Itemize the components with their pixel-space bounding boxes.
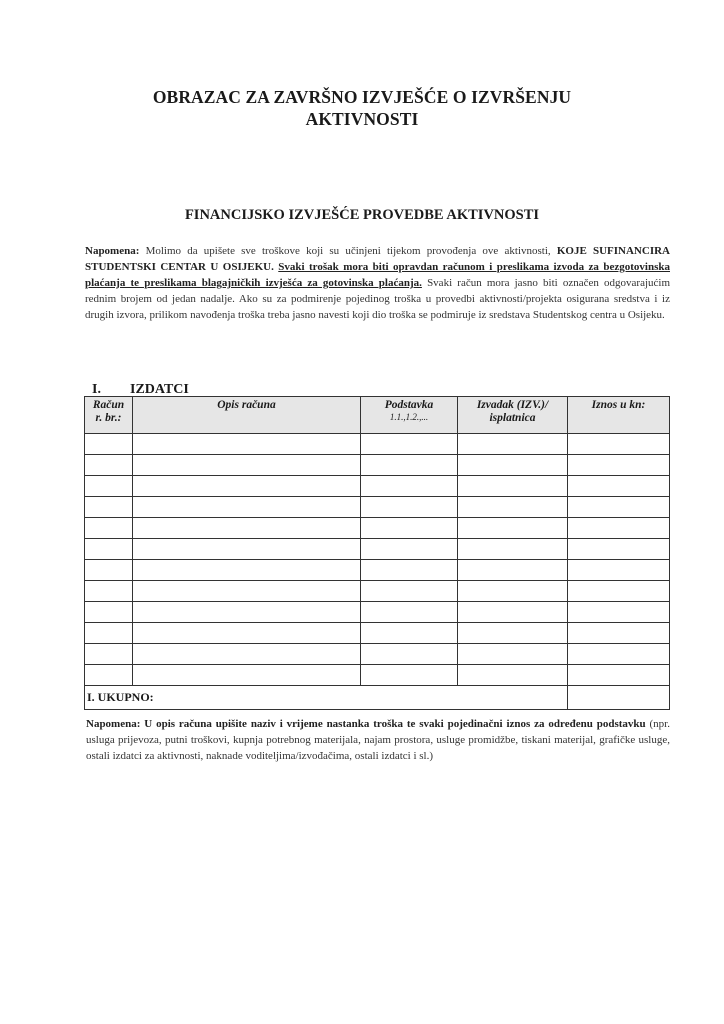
subitem-cell[interactable]: [361, 665, 458, 686]
section-number: I.: [92, 382, 101, 397]
amount-cell[interactable]: [568, 518, 670, 539]
subitem-cell[interactable]: [361, 434, 458, 455]
invoice-number-cell[interactable]: [85, 581, 133, 602]
note-text-a: Molimo da upišete sve troškove koji su učinjeni tijekom provođenja ove aktivnosti,: [139, 245, 557, 257]
statement-cell[interactable]: [458, 497, 568, 518]
statement-cell[interactable]: [458, 476, 568, 497]
invoice-description-cell[interactable]: [133, 602, 361, 623]
form-title-line-1: OBRAZAC ZA ZAVRŠNO IZVJEŠĆE O IZVRŠENJU: [152, 87, 572, 107]
invoice-description-cell[interactable]: [133, 665, 361, 686]
invoice-number-cell[interactable]: [85, 602, 133, 623]
amount-cell[interactable]: [568, 602, 670, 623]
invoice-description-cell[interactable]: [133, 497, 361, 518]
invoice-number-cell[interactable]: [85, 434, 133, 455]
header-statement: [458, 397, 568, 434]
table-row: [85, 518, 670, 539]
table-row: [85, 497, 670, 518]
expense-rows: [85, 434, 670, 710]
header-statement-line-1: Izvadak (IZV.)/: [476, 399, 549, 411]
invoice-description-cell[interactable]: [133, 434, 361, 455]
invoice-number-cell[interactable]: [85, 476, 133, 497]
table-row: [85, 665, 670, 686]
header-subitem: [361, 397, 458, 434]
note2-text-bold: U opis računa upišite naziv i vrijeme nastanka troška te svaki pojedinačni iznos za određenu podstavku: [140, 718, 646, 730]
table-row: [85, 623, 670, 644]
total-label: I. UKUPNO:: [85, 686, 568, 710]
table-row: [85, 644, 670, 665]
form-subtitle: FINANCIJSKO IZVJEŠĆE PROVEDBE AKTIVNOSTI: [184, 207, 540, 223]
amount-cell[interactable]: [568, 665, 670, 686]
invoice-number-cell[interactable]: [85, 560, 133, 581]
header-invoice-number-line-2: r. br.:: [95, 412, 122, 424]
note-text-rest: Svaki račun mora jasno biti označen odgovarajućim rednim brojem od jedan nadalje. Ako su za podmirenje pojedinog troška u provedbi aktivnosti/projekta osigurana sredstva i iz drugih izvora, prilikom navođenja troška treba jasno navesti koji dio troška se podmiruje iz sredstava Studentskog centra u Osijeku.: [85, 277, 671, 321]
instructions-note: [85, 243, 670, 323]
amount-cell[interactable]: [568, 560, 670, 581]
statement-cell[interactable]: [458, 539, 568, 560]
description-note: [86, 716, 670, 764]
statement-cell[interactable]: [458, 581, 568, 602]
subitem-cell[interactable]: [361, 623, 458, 644]
table-row: [85, 455, 670, 476]
total-amount-cell[interactable]: [568, 686, 670, 710]
invoice-number-cell[interactable]: [85, 518, 133, 539]
form-title-line-2: AKTIVNOSTI: [305, 109, 419, 129]
statement-cell[interactable]: [458, 560, 568, 581]
invoice-number-cell[interactable]: [85, 665, 133, 686]
table-row: [85, 476, 670, 497]
amount-cell[interactable]: [568, 623, 670, 644]
invoice-description-cell[interactable]: [133, 644, 361, 665]
subitem-cell[interactable]: [361, 560, 458, 581]
amount-cell[interactable]: [568, 581, 670, 602]
statement-cell[interactable]: [458, 644, 568, 665]
subitem-cell[interactable]: [361, 602, 458, 623]
invoice-number-cell[interactable]: [85, 623, 133, 644]
form-title: [100, 86, 624, 130]
invoice-description-cell[interactable]: [133, 476, 361, 497]
subitem-cell[interactable]: [361, 476, 458, 497]
note-text-requirement: Svaki trošak mora biti opravdan računom i preslikama izvoda za bezgotovinska plaćanja te preslikama blagajničkih izvješća za gotovinska plaćanja.: [85, 261, 670, 289]
invoice-description-cell[interactable]: [133, 560, 361, 581]
amount-cell[interactable]: [568, 476, 670, 497]
statement-cell[interactable]: [458, 455, 568, 476]
amount-cell[interactable]: [568, 644, 670, 665]
header-invoice-description: Opis računa: [133, 397, 361, 434]
subitem-cell[interactable]: [361, 644, 458, 665]
invoice-description-cell[interactable]: [133, 623, 361, 644]
amount-cell[interactable]: [568, 539, 670, 560]
note2-label: Napomena:: [86, 718, 141, 730]
subitem-cell[interactable]: [361, 581, 458, 602]
amount-cell[interactable]: [568, 497, 670, 518]
invoice-number-cell[interactable]: [85, 455, 133, 476]
table-row: [85, 560, 670, 581]
statement-cell[interactable]: [458, 518, 568, 539]
note-text-cofunded: KOJE SUFINANCIRA STUDENTSKI CENTAR U OSIJEKU.: [85, 245, 670, 273]
header-invoice-number: [85, 397, 133, 434]
header-amount: Iznos u kn:: [568, 397, 670, 434]
invoice-description-cell[interactable]: [133, 581, 361, 602]
invoice-number-cell[interactable]: [85, 497, 133, 518]
statement-cell[interactable]: [458, 602, 568, 623]
statement-cell[interactable]: [458, 434, 568, 455]
total-row: [85, 686, 670, 710]
invoice-description-cell[interactable]: [133, 518, 361, 539]
subitem-cell[interactable]: [361, 497, 458, 518]
subitem-cell[interactable]: [361, 518, 458, 539]
section-title: IZDATCI: [130, 382, 189, 397]
statement-cell[interactable]: [458, 665, 568, 686]
invoice-number-cell[interactable]: [85, 539, 133, 560]
invoice-description-cell[interactable]: [133, 455, 361, 476]
subitem-cell[interactable]: [361, 455, 458, 476]
header-invoice-number-line-1: Račun: [92, 399, 125, 411]
table-row: [85, 581, 670, 602]
amount-cell[interactable]: [568, 455, 670, 476]
table-row: [85, 434, 670, 455]
table-row: [85, 539, 670, 560]
subitem-cell[interactable]: [361, 539, 458, 560]
amount-cell[interactable]: [568, 434, 670, 455]
statement-cell[interactable]: [458, 623, 568, 644]
invoice-number-cell[interactable]: [85, 644, 133, 665]
expenses-table: [84, 396, 670, 710]
table-header-row: [85, 397, 670, 434]
header-statement-line-2: isplatnica: [489, 412, 536, 424]
note2-text-rest: (npr. usluga prijevoza, putni troškovi, kupnja potrebnog materijala, najam prostora, usluge promidžbe, tiskani materijal, grafičke usluge, ostali izdatci za aktivnosti, naknade voditeljima/izvođačima, ostali izdatci i sl.): [86, 718, 670, 762]
table-row: [85, 602, 670, 623]
header-subitem-label: Podstavka: [384, 399, 434, 411]
invoice-description-cell[interactable]: [133, 539, 361, 560]
note-label: Napomena:: [85, 245, 140, 257]
header-subitem-hint: 1.1.,1.2.,...: [389, 412, 429, 422]
